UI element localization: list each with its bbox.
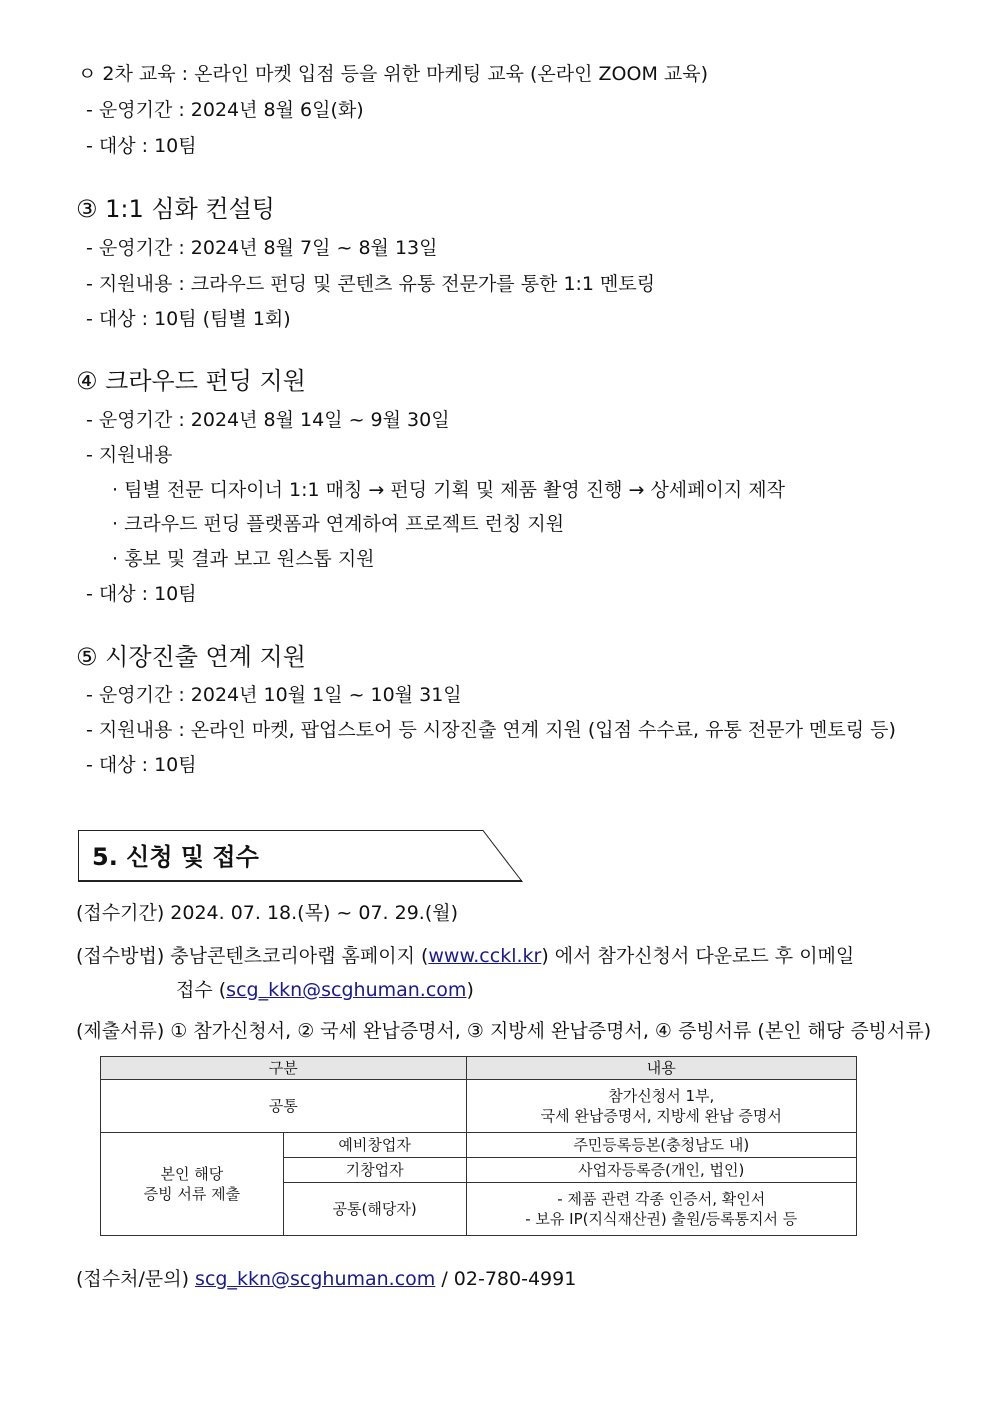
row-content-line: - 보유 IP(지식재산권) 출원/등록통지서 등	[525, 1210, 798, 1228]
row-content	[466, 1183, 856, 1236]
section5-title-box	[78, 830, 523, 882]
edu2-period: - 운영기간 : 2024년 8월 6일(화)	[86, 99, 364, 121]
funding-item: · 크라우드 펀딩 플랫폼과 연계하여 프로젝트 런칭 지원	[112, 513, 565, 535]
consulting-heading: ③ 1:1 심화 컨설팅	[76, 195, 275, 223]
common-content-line: 국세 완납증명서, 지방세 완납 증명서	[540, 1107, 782, 1125]
consulting-period: - 운영기간 : 2024년 8월 7일 ~ 8월 13일	[86, 237, 438, 259]
table-row	[101, 1080, 857, 1133]
funding-item: · 팀별 전문 디자이너 1:1 매칭 → 펀딩 기획 및 제품 촬영 진행 → 상세페이지 제작	[112, 479, 785, 501]
contact-line	[76, 1266, 576, 1292]
contact-email-link[interactable]: scg_kkn@scghuman.com	[195, 1268, 436, 1290]
row-content: 사업자등록증(개인, 법인)	[466, 1158, 856, 1183]
funding-heading: ④ 크라우드 펀딩 지원	[76, 367, 306, 395]
documents-table	[100, 1056, 857, 1236]
common-content-line: 참가신청서 1부,	[608, 1087, 715, 1105]
market-target: - 대상 : 10팀	[86, 754, 197, 776]
table-row	[101, 1133, 857, 1158]
contact-suffix: / 02-780-4991	[435, 1268, 577, 1290]
row-type: 예비창업자	[283, 1133, 466, 1158]
group-label-line: 본인 해당	[160, 1165, 224, 1183]
edu2-title: ㅇ 2차 교육 : 온라인 마켓 입점 등을 위한 마케팅 교육 (온라인 ZOOM 교육)	[78, 63, 708, 85]
consulting-target: - 대상 : 10팀 (팀별 1회)	[86, 308, 291, 330]
group-label	[101, 1133, 284, 1236]
submission-email-link[interactable]: scg_kkn@scghuman.com	[226, 979, 467, 1001]
common-content	[466, 1080, 856, 1133]
group-label-line: 증빙 서류 제출	[143, 1185, 241, 1203]
row-content: 주민등록등본(충청남도 내)	[466, 1133, 856, 1158]
row-type: 기창업자	[283, 1158, 466, 1183]
homepage-link[interactable]: www.cckl.kr	[428, 945, 542, 967]
application-method	[76, 943, 854, 969]
method-line2-prefix: 접수 (	[176, 979, 227, 1001]
consulting-content: - 지원내용 : 크라우드 펀딩 및 콘텐츠 유통 전문가를 통한 1:1 멘토링	[86, 273, 656, 295]
table-header-row	[101, 1057, 857, 1080]
row-content-line: - 제품 관련 각종 인증서, 확인서	[557, 1190, 766, 1208]
header-category: 구분	[101, 1057, 467, 1080]
market-content: - 지원내용 : 온라인 마켓, 팝업스토어 등 시장진출 연계 지원 (입점 수수료, 유통 전문가 멘토링 등)	[86, 719, 896, 741]
application-period: (접수기간) 2024. 07. 18.(목) ~ 07. 29.(월)	[76, 902, 459, 924]
method-suffix: ) 에서 참가신청서 다운로드 후 이메일	[541, 945, 855, 967]
contact-prefix: (접수처/문의)	[76, 1268, 196, 1290]
application-method-line2	[176, 977, 474, 1003]
funding-period: - 운영기간 : 2024년 8월 14일 ~ 9월 30일	[86, 409, 450, 431]
method-prefix: (접수방법) 충남콘텐츠코리아랩 홈페이지 (	[76, 945, 429, 967]
method-line2-suffix: )	[466, 979, 474, 1001]
section5-title: 5. 신청 및 접수	[92, 843, 259, 871]
row-type: 공통(해당자)	[283, 1183, 466, 1236]
common-label: 공통	[101, 1080, 467, 1133]
header-content: 내용	[466, 1057, 856, 1080]
edu2-target: - 대상 : 10팀	[86, 135, 197, 157]
funding-item: · 홍보 및 결과 보고 원스톱 지원	[112, 548, 375, 570]
market-heading: ⑤ 시장진출 연계 지원	[76, 643, 306, 671]
required-documents: (제출서류) ① 참가신청서, ② 국세 완납증명서, ③ 지방세 완납증명서, ④ 증빙서류 (본인 해당 증빙서류)	[76, 1020, 932, 1042]
market-period: - 운영기간 : 2024년 10월 1일 ~ 10월 31일	[86, 684, 462, 706]
funding-target: - 대상 : 10팀	[86, 583, 197, 605]
funding-content-label: - 지원내용	[86, 444, 173, 466]
